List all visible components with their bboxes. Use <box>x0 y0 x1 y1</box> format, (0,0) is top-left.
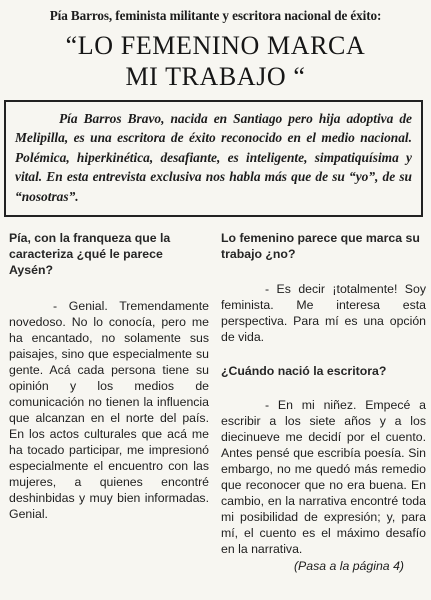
question-escritora: ¿Cuándo nació la escritora? <box>221 364 387 378</box>
left-column <box>9 230 209 522</box>
intro-box <box>4 100 423 217</box>
answer-aysen: - Genial. Tremendamente novedoso. No lo conocía, pero me ha encantado, no solamente sus paisajes, sino que especialmente su gente. Acá cada persona tiene su opinión y los medios de comunicación no tienen la influencia que alcanzan en el norte del país. En los actos culturales que acá me ha tocado participar, me impresionó especialmente el encuentro con las mujeres, a quienes encontré deshinbidas y muy bien informadas. Genial. <box>9 299 209 521</box>
question-aysen: Pía, con la franqueza que la caracteriza ¿qué le parece Aysén? <box>9 231 171 277</box>
headline-line-2: MI TRABAJO “ <box>125 62 306 91</box>
headline-line-1: “LO FEMENINO MARCA <box>65 31 366 60</box>
continued-note: (Pasa a la página 4) <box>293 559 404 573</box>
answer-escritora: - En mi niñez. Empecé a escribir a los siete años y a los diecinueve me decidí por el cuento. Antes pensé que escribía poesía. Sin embargo, no me quedó más remedio que reconocer que no era buena. En cambio, en la narrativa encontré toda mi posibilidad de expresión; y, para mí, el cuento es el máximo desafío en la narrativa. <box>221 398 426 556</box>
answer-femenino: - Es decir ¡totalmente! Soy feminista. Me interesa esta perspectiva. Para mí es una opción de vida. <box>221 282 426 344</box>
intro-paragraph: Pía Barros Bravo, nacida en Santiago pero hija adoptiva de Melipilla, es una escritora de éxito reconocido en el medio nacional. Polémica, hiperkinética, desafiante, es inteligente, simpatiquísima y vital. En esta entrevista exclusiva nos habla más que de su “yo”, de su “nosotras”. <box>15 111 412 204</box>
kicker-line: Pía Barros, feminista militante y escritora nacional de éxito: <box>49 8 382 23</box>
headline <box>0 30 431 92</box>
right-column <box>221 230 426 574</box>
question-femenino: Lo femenino parece que marca su trabajo ¿no? <box>221 231 420 261</box>
